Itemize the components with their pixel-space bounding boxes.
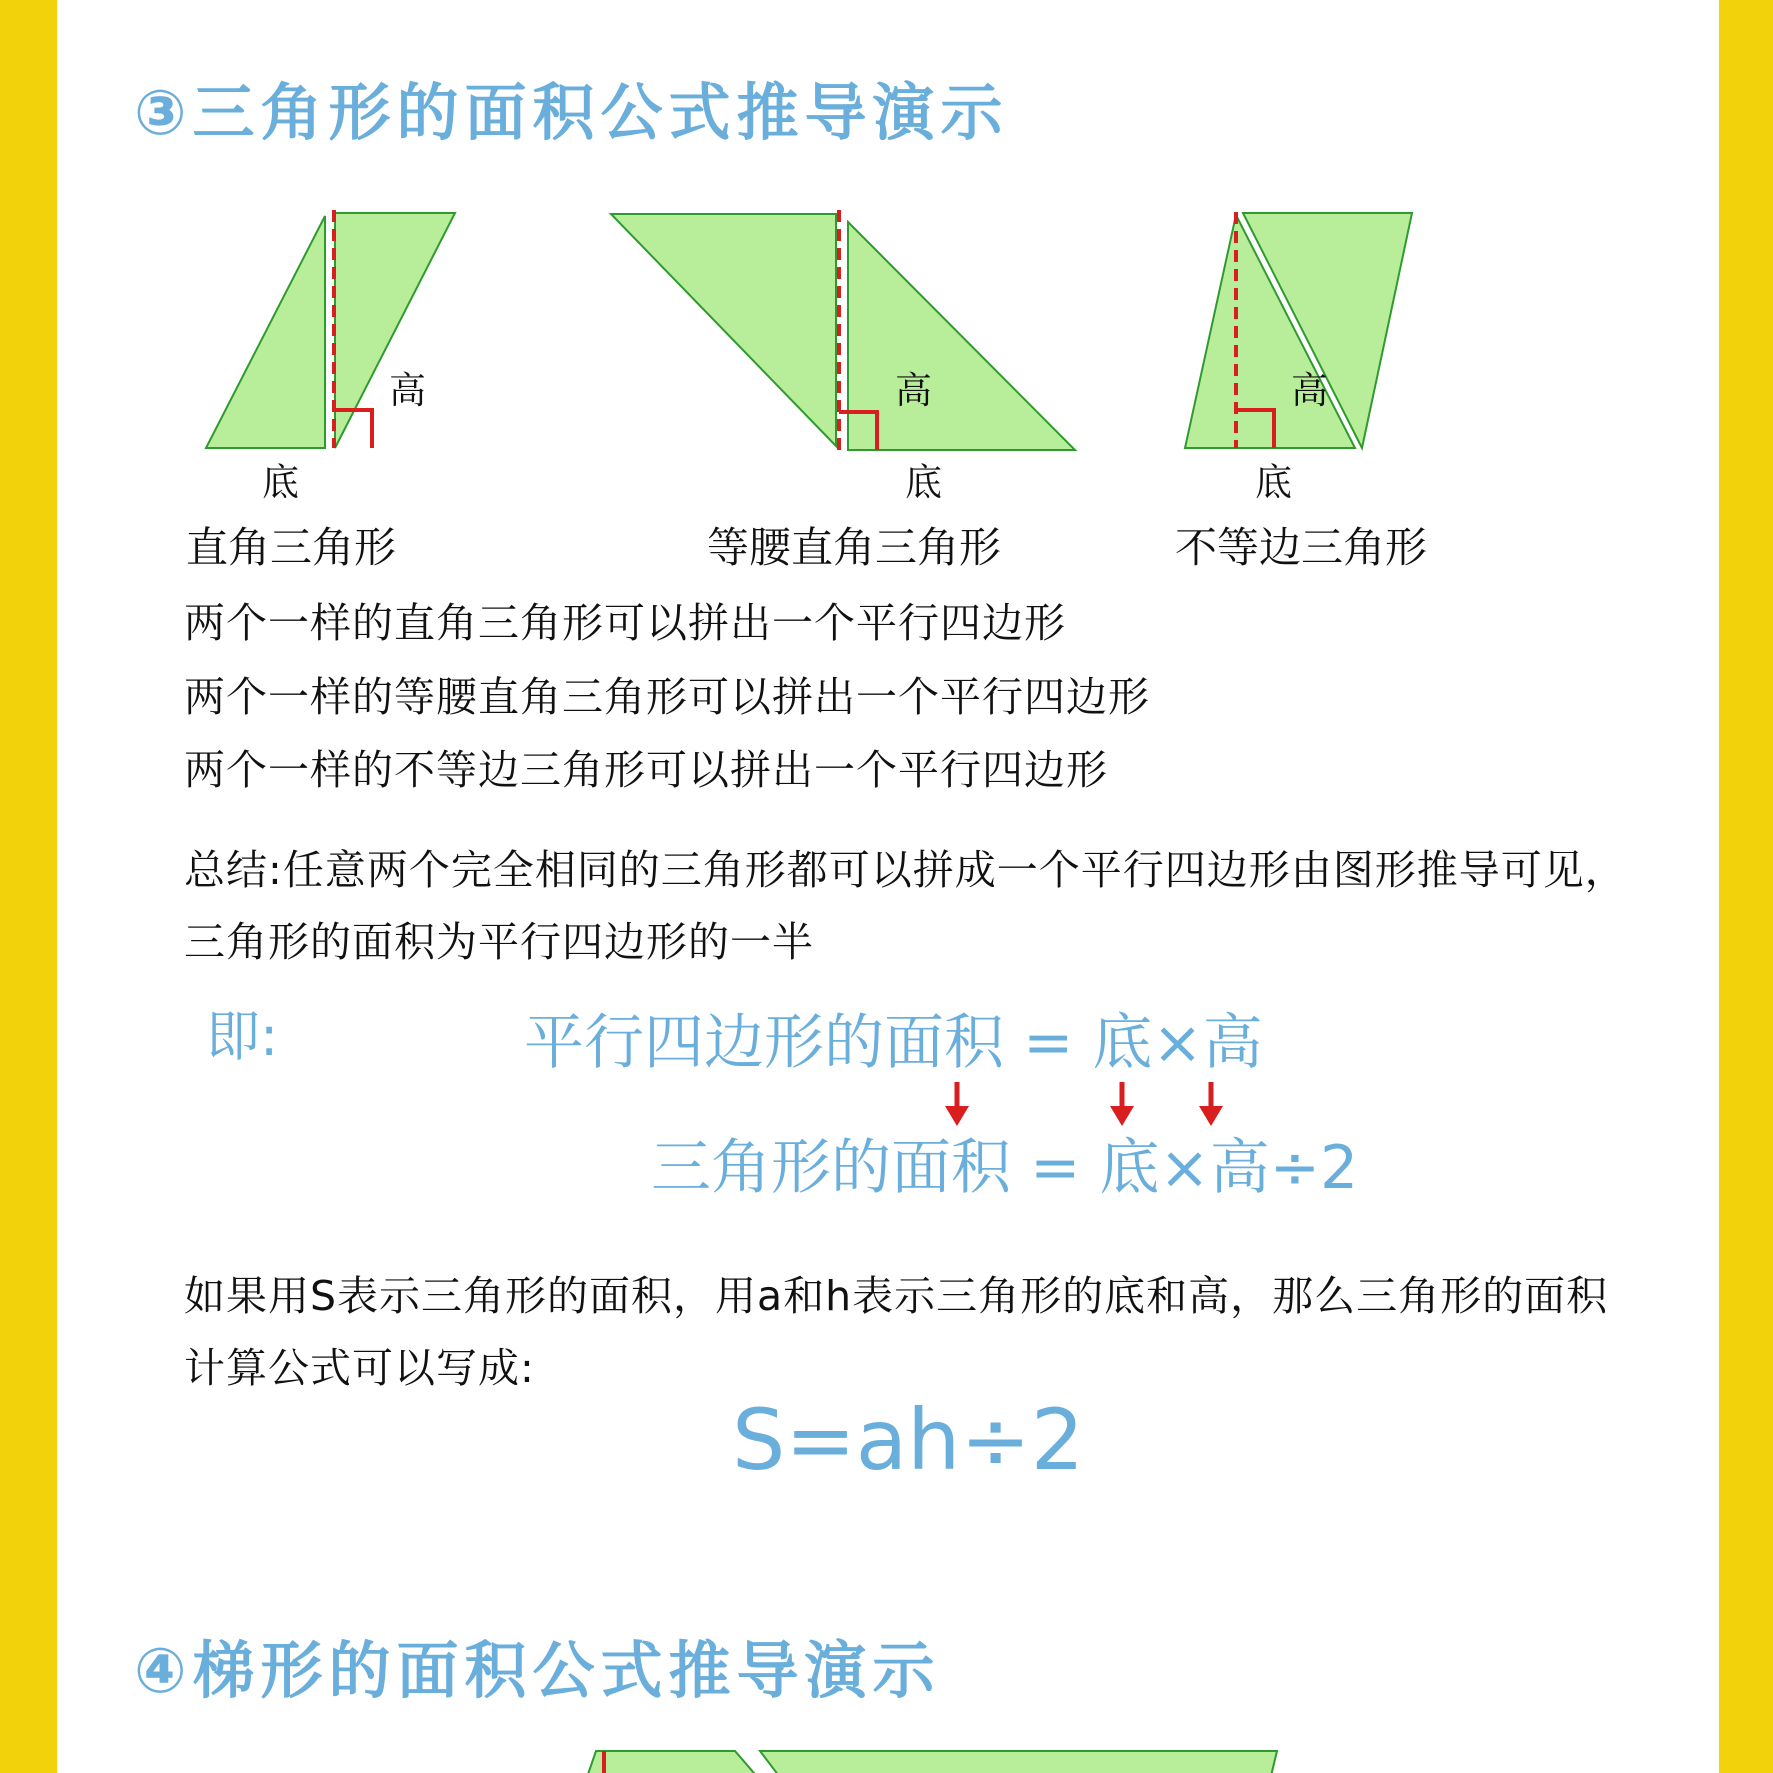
right-triangle-left-piece [206, 216, 325, 448]
section4-title: ④梯形的面积公式推导演示 [134, 1634, 941, 1707]
ji-label: 即: [206, 1005, 279, 1068]
explanation-line-3: 两个一样的不等边三角形可以拼出一个平行四边形 [184, 746, 1108, 794]
figure-scalene-triangle [1185, 212, 1412, 448]
figure2-base-label: 底 [905, 461, 942, 504]
summary-paragraph: 总结:任意两个完全相同的三角形都可以拼成一个平行四边形由图形推导可见，三角形的面积为平行四边形的一半 [184, 846, 1627, 966]
down-arrow [1199, 1082, 1223, 1126]
parallelogram-area-formula: 平行四边形的面积 = 底×高 [524, 1008, 1263, 1078]
figures-svg [0, 0, 1773, 470]
final-area-formula: S=ah÷2 [732, 1391, 1085, 1489]
figure3-caption: 不等边三角形 [1175, 523, 1428, 572]
figure1-height-label: 高 [389, 369, 426, 412]
figure-right-triangle [206, 210, 455, 448]
derivation-arrows [0, 1080, 1773, 1130]
section3-title: ③三角形的面积公式推导演示 [134, 76, 1009, 149]
explanation-line-2: 两个一样的等腰直角三角形可以拼出一个平行四边形 [184, 673, 1150, 721]
figure1-caption: 直角三角形 [186, 523, 397, 572]
down-arrow [945, 1082, 969, 1126]
figure3-base-label: 底 [1255, 461, 1292, 504]
down-arrow [1110, 1082, 1134, 1126]
figure1-base-label: 底 [262, 461, 299, 504]
trapezoid-figure-partial [0, 1740, 1773, 1773]
trapezoid-right-piece [760, 1751, 1277, 1773]
explanation-line-1: 两个一样的直角三角形可以拼出一个平行四边形 [184, 599, 1066, 647]
triangle-area-formula: 三角形的面积 = 底×高÷2 [651, 1133, 1359, 1203]
isosceles-lower-piece [848, 222, 1075, 450]
figure2-caption: 等腰直角三角形 [707, 523, 1002, 572]
right-triangle-right-piece [335, 213, 455, 448]
trapezoid-left-piece [586, 1751, 760, 1773]
figure3-height-label: 高 [1291, 369, 1328, 412]
figure2-height-label: 高 [895, 369, 932, 412]
triangle-figures [0, 0, 1773, 470]
symbol-explanation: 如果用S表示三角形的面积，用a和h表示三角形的底和高，那么三角形的面积计算公式可以写成: [184, 1272, 1609, 1392]
figure-isosceles-right-triangle [611, 210, 1075, 450]
isosceles-upper-piece [611, 214, 836, 446]
